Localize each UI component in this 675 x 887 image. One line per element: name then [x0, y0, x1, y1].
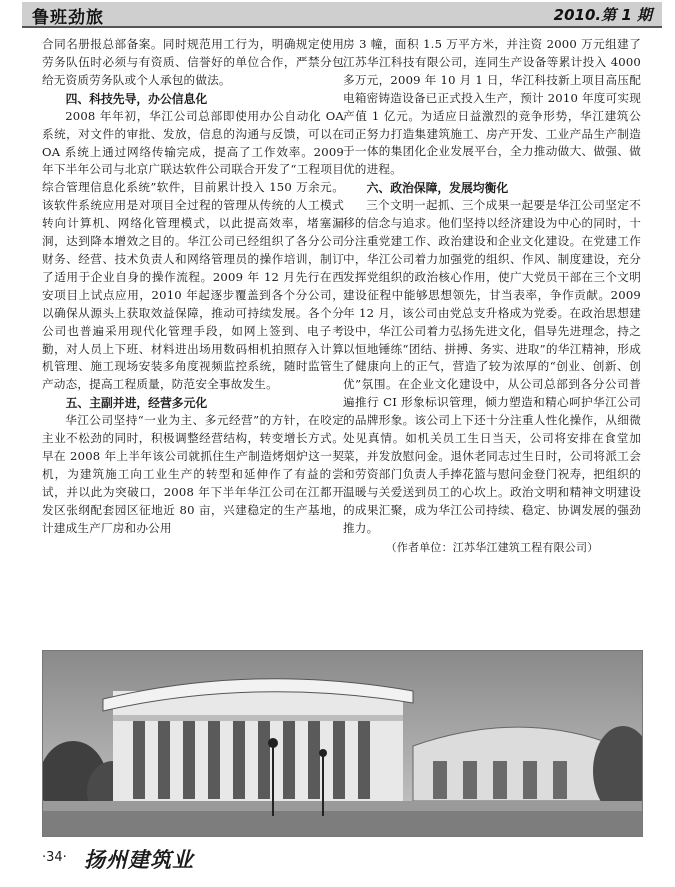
body-paragraph: 2008 年年初，华江公司总部即使用办公自动化 OA 系统，对文件的审批、发放，信息的沟通与反馈，可以在 OA 系统上通过网络传输完成，提高了工作效率。2009 年下半年公司与北京广联达软件公司联合开发了“工程项目综合管理信息化系统”软件，目前累计投入 150 万余元。该软件系统应用是对项目全过程的管理从传统的人工模式转向计算机、网络化管理模式，以此提高效率，堵塞漏洞，达到降本增效之目的。华江公司已经组织了各分公司财务、经营、技术负责人和网络管理员的操作培训，制订了适用于企业自身的操作流程。2009 年 12 月先行在西安项目上试点应用，2010 年起逐步覆盖到各个分公司，以确保从源头上获取效益保障，推动可持续发展。各个分公司也普遍采用现代化管理手段，如网上签到、电子考勤，对人员上下班、材料进出场用数码相机拍照存入计算机管理、施工现场安装多角度视频监控系统，随时监管生产动态，提高工程质量，防范安全事故发生。: [42, 108, 344, 392]
building-photo: [42, 650, 643, 837]
section-title: 鲁班劲旅: [32, 8, 104, 28]
author-affiliation: （作者单位：江苏华江建筑工程有限公司）: [385, 541, 599, 555]
body-paragraph: 华江公司坚持“一业为主、多元经营”的方针，在咬定主业不松劲的同时，积极调整经营结构，转变增长方式。早在 2008 年上半年该公司就抓住生产制造烤烟炉这一契机，为建筑施工向工业生产的转型和延伸作了有益的尝试，并以此为突破口，2008 年下半年华江公司在江都开发区张纲配套园区征地近 80 亩，兴建稳定的生产基地，计建成生产厂房和办公用: [42, 413, 344, 535]
building-photo-icon: [43, 651, 642, 836]
left-column: [42, 36, 344, 538]
page-number: ·34·: [42, 850, 67, 865]
section-heading: 六、政治保障，发展均衡化: [366, 181, 509, 196]
body-paragraph: 房 3 幢，面积 1.5 万平方米，并注资 2000 万元组建了江苏华江科技有限公司，连同生产设备等累计投入 4000 多万元，2009 年 10 月 1 日，华江科技新上项目高压配电箱密铸造设备已正式投入生产，预计 2010 年度可实现产值 1 亿元。为适应日益激烈的竞争形势，华江建筑公司正努力打造集建筑施工、房产开发、工业产品生产制造于一体的集团化企业发展平台，全力推动做大、做强、做优的进程。: [343, 37, 641, 177]
section-heading: 五、主副并进，经营多元化: [65, 396, 208, 411]
section-heading: 四、科技先导，办公信息化: [65, 91, 208, 106]
right-column: [343, 36, 641, 557]
body-paragraph: 合同名册报总部备案。同时规范用工行为，明确规定使用劳务队伍时必须与有资质、信誉好的单位合作，严禁分包给无资质劳务队或个人承包的做法。: [42, 37, 344, 87]
page-header: [22, 2, 662, 28]
body-paragraph: 三个文明一起抓、三个成果一起要是华江公司坚定不移的信念与追求。他们坚持以经济建设为中心的同时，十分注重党建工作、政治建设和企业文化建设。在党建工作中，华江公司着力加强党的组织、作风、制度建设，充分发挥党组织的政治核心作用，使广大党员干部在三个文明建设征程中能够思想领先，甘当表率，争作贡献。2009 年 12 月，该公司由党总支升格成为党委。在政治思想建设中，华江公司着力弘扬先进文化，倡导先进理念，持之以恒地锤练“团结、拼搏、务实、进取”的华江精神，形成了健康向上的正气，营造了较为浓厚的“创业、创新、创优”氛围。在企业文化建设中，从公司总部到各分公司普遍推行 CI 形象标识管理，倾力塑造和精心呵护华江公司的品牌形象。该公司上下还十分注重人性化操作，从细微处见真情。如机关员工生日当天，公司将安排在食堂加菜，并发放慰问金。退休老同志过生日时，公司将派工会和劳资部门负责人手捧花篮与慰问金登门祝寿，把组织的温暖与关爱送到员工的心坎上。政治文明和精神文明建设的成果汇聚，成为华江公司持续、稳定、协调发展的强劲推力。: [343, 198, 641, 535]
magazine-name: 扬州建筑业: [84, 847, 194, 872]
issue-label: 2010.第 1 期: [553, 6, 652, 24]
